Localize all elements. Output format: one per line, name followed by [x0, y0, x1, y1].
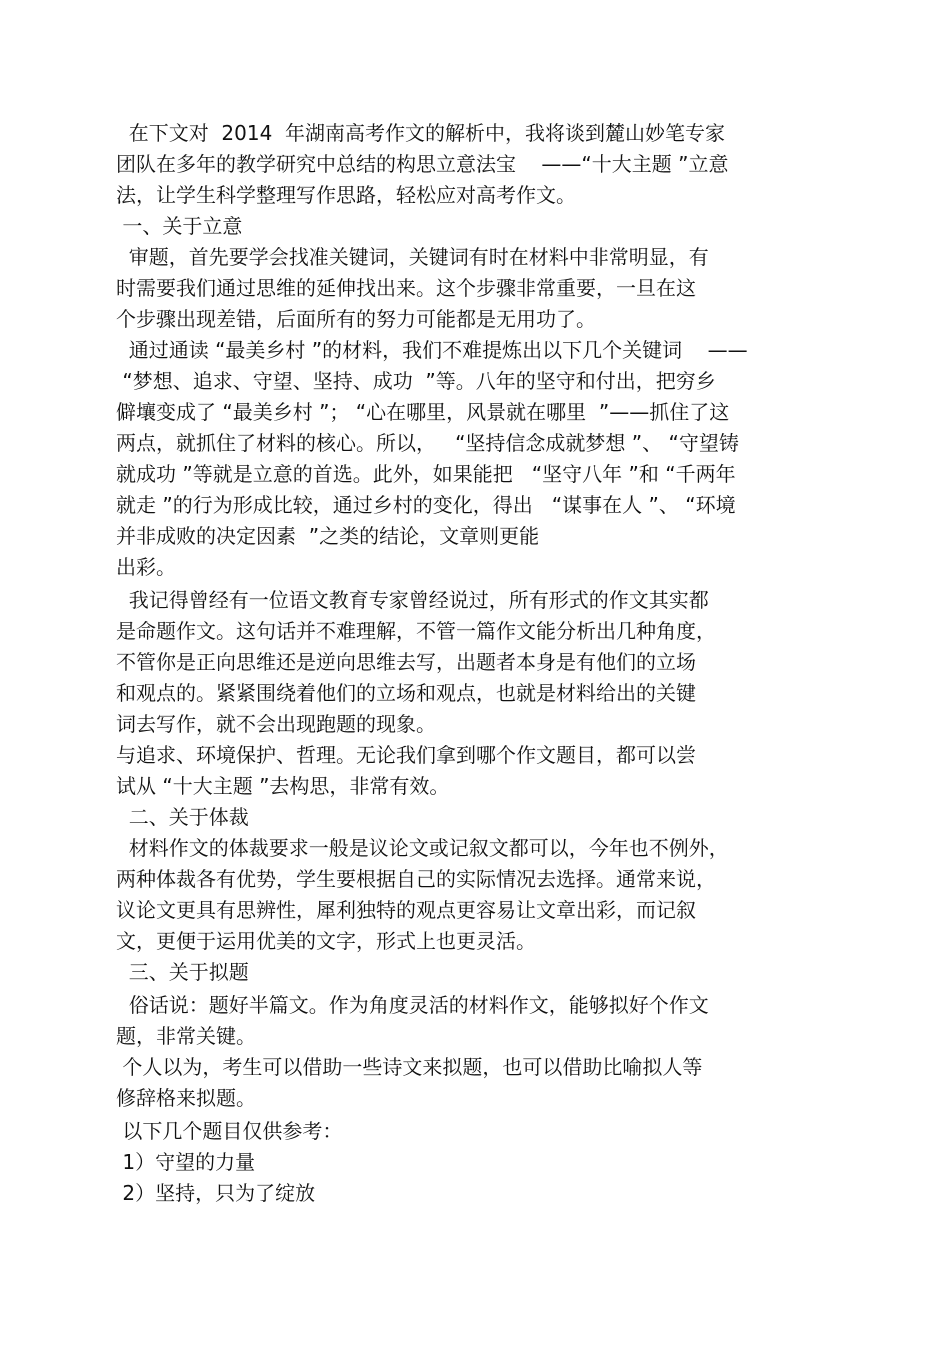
- text-line: 试从 “十大主题 ”去构思，非常有效。: [116, 774, 450, 798]
- text-line: 修辞格来拟题。: [116, 1086, 256, 1110]
- text-line: 我记得曾经有一位语文教育专家曾经说过，所有形式的作文其实都: [116, 588, 709, 612]
- text-line: 与追求、环境保护、哲理。无论我们拿到哪个作文题目，都可以尝: [116, 743, 696, 767]
- text-line: 审题，首先要学会找准关键词，关键词有时在材料中非常明显，有: [116, 245, 709, 269]
- text-line: 个步骤出现差错，后面所有的努力可能都是无用功了。: [116, 307, 596, 331]
- section-heading: 一、关于立意: [116, 214, 243, 238]
- text-line: 词去写作，就不会出现跑题的现象。: [116, 712, 436, 736]
- text-line: 就走 ”的行为形成比较，通过乡村的变化，得出 “谋事在人 ”、 “环境: [116, 493, 736, 517]
- text-line: 僻壤变成了 “最美乡村 ”； “心在哪里，风景就在哪里 ”——抓住了这: [116, 400, 730, 424]
- text-line: 议论文更具有思辨性，犀利独特的观点更容易让文章出彩，而记叙: [116, 898, 696, 922]
- text-line: 两点，就抓住了材料的核心。所以， “坚持信念成就梦想 ”、 “守望铸: [116, 431, 739, 455]
- list-item: 2）坚持，只为了绽放: [116, 1181, 316, 1205]
- text-line: 法，让学生科学整理写作思路，轻松应对高考作文。: [116, 183, 576, 207]
- text-line: 并非成败的决定因素 ”之类的结论，文章则更能: [116, 524, 540, 548]
- text-line: 不管你是正向思维还是逆向思维去写，出题者本身是有他们的立场: [116, 650, 696, 674]
- text-line: 在下文对 2014 年湖南高考作文的解析中，我将谈到麓山妙笔专家: [116, 121, 726, 145]
- text-line: 和观点的。紧紧围绕着他们的立场和观点，也就是材料给出的关键: [116, 681, 696, 705]
- text-line: 以下几个题目仅供参考：: [116, 1119, 343, 1143]
- text-line: 个人以为，考生可以借助一些诗文来拟题，也可以借助比喻拟人等: [116, 1055, 703, 1079]
- text-line: 团队在多年的教学研究中总结的构思立意法宝 ——“十大主题 ”立意: [116, 152, 729, 176]
- text-line: 文，更便于运用优美的文字，形式上也更灵活。: [116, 929, 536, 953]
- text-line: 两种体裁各有优势，学生要根据自己的实际情况去选择。通常来说，: [116, 867, 716, 891]
- text-line: 是命题作文。这句话并不难理解，不管一篇作文能分析出几种角度，: [116, 619, 716, 643]
- text-line: 出彩。: [116, 555, 176, 579]
- text-line: “梦想、追求、守望、坚持、成功 ”等。八年的坚守和付出，把穷乡: [116, 369, 716, 393]
- text-line: 通过通读 “最美乡村 ”的材料，我们不难提炼出以下几个关键词 ——: [116, 338, 748, 362]
- text-line: 时需要我们通过思维的延伸找出来。这个步骤非常重要，一旦在这: [116, 276, 696, 300]
- section-heading: 二、关于体裁: [116, 805, 249, 829]
- section-heading: 三、关于拟题: [116, 960, 249, 984]
- text-line: 材料作文的体裁要求一般是议论文或记叙文都可以，今年也不例外，: [116, 836, 729, 860]
- text-line: 就成功 ”等就是立意的首选。此外，如果能把 “坚守八年 ”和 “千两年: [116, 462, 736, 486]
- text-line: 俗话说：题好半篇文。作为角度灵活的材料作文，能够拟好个作文: [116, 993, 709, 1017]
- text-line: 题，非常关键。: [116, 1024, 256, 1048]
- list-item: 1）守望的力量: [116, 1150, 256, 1174]
